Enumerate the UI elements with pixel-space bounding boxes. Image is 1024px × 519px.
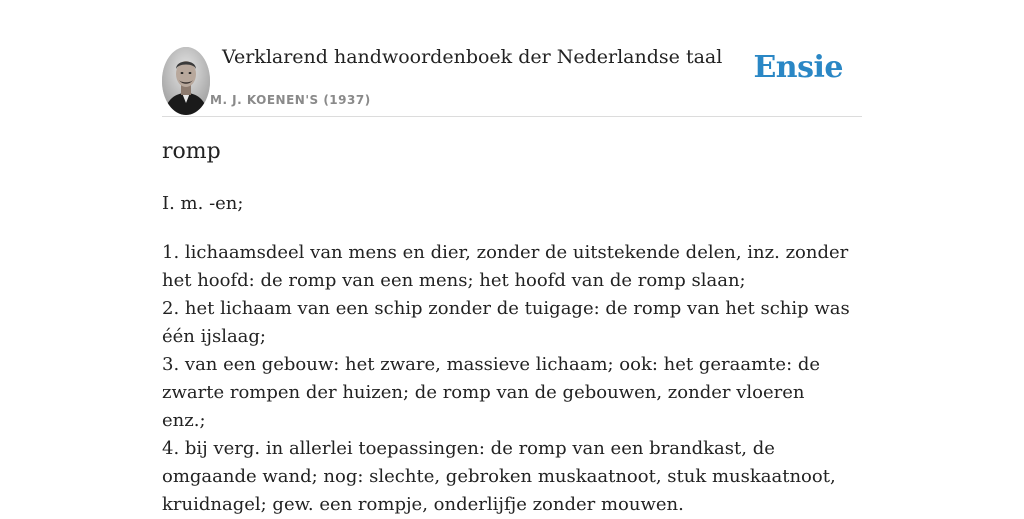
definition-item: 1. lichaamsdeel van mens en dier, zonder de uitstekende delen, inz. zonder het hoofd: de romp van een mens; het hoofd van de romp slaan; [162,242,849,291]
page-header [162,0,862,117]
entry-headword: romp [162,139,221,164]
definition-list [162,239,852,519]
author-label: M. J. KOENEN'S (1937) [210,93,371,107]
book-title: Verklarend handwoordenboek der Nederlandse taal [222,46,723,68]
author-portrait-icon [162,47,210,115]
entry-grammar: I. m. -en; [162,193,244,214]
definition-item: 4. bij verg. in allerlei toepassingen: de romp van een brandkast, de omgaande wand; nog: slechte, gebroken muskaatnoot, stuk muskaatnoot, kruidnagel; gew. een rompje, onderlijfje zonder mouwen. [162,438,836,515]
brand-logo[interactable]: Ensie [753,50,843,85]
page-container [162,0,862,515]
definition-item: 3. van een gebouw: het zware, massieve lichaam; ook: het geraamte: de zwarte rompen der huizen; de romp van de gebouwen, zonder vloeren enz.; [162,354,821,431]
definition-item: 2. het lichaam van een schip zonder de tuigage: de romp van het schip was één ijslaag; [162,298,850,347]
